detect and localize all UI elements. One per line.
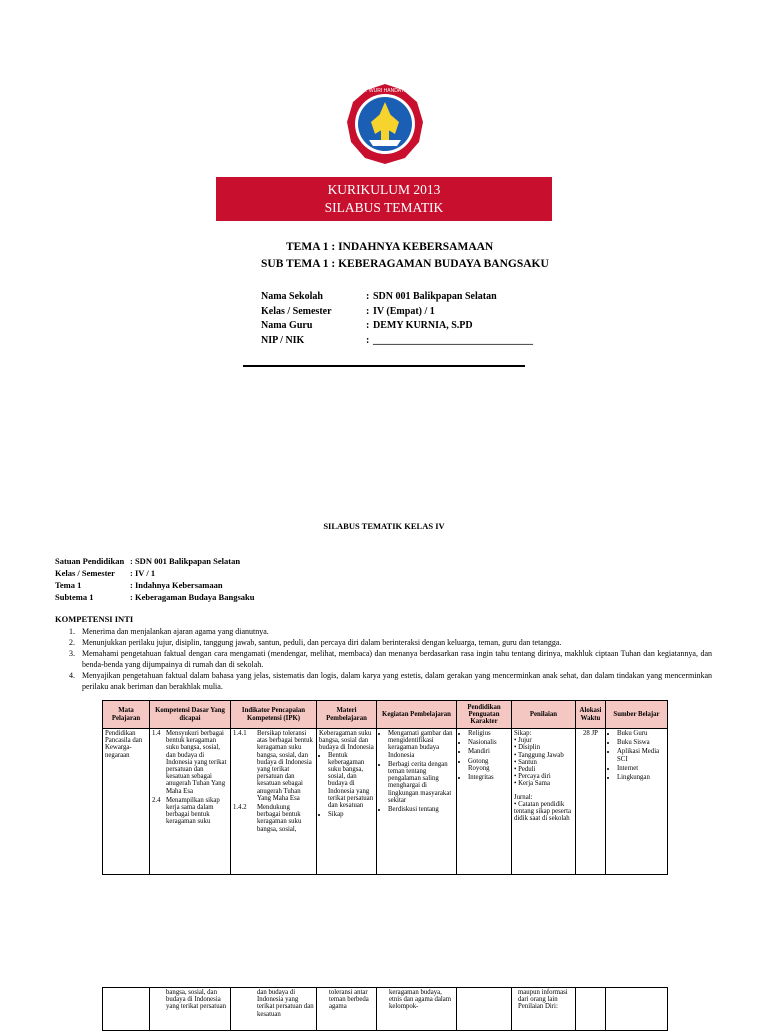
sumber-item: • Aplikasi Media SCI	[617, 748, 665, 762]
ki-item	[69, 626, 712, 637]
divider-line	[243, 365, 525, 367]
header-materi: Materi Pembelajaran	[317, 701, 377, 729]
meta-value: : Keberagaman Budaya Bangsaku	[130, 592, 255, 602]
ipk-item	[233, 730, 314, 802]
cell-sumber	[606, 988, 668, 1031]
tut-wuri-handayani-logo-icon	[343, 82, 427, 166]
sumber-item: • Buku Guru	[617, 730, 665, 737]
header-karakter: Pendidikan Penguatan Karakter	[457, 701, 512, 729]
penilaian-item: • Tanggung Jawab	[514, 751, 564, 759]
header-sumber: Sumber Belajar	[606, 701, 668, 729]
sumber-item: • Lingkungan	[617, 774, 665, 781]
table-row	[103, 988, 668, 1031]
kegiatan-item: • Berdiskusi tentang	[388, 806, 454, 813]
info-sep: :	[366, 335, 370, 346]
cell-materi: toleransi antar teman berbeda agama	[317, 988, 377, 1031]
logo-ring-text: TUT WURI HANDAYANI	[357, 88, 413, 94]
meta-subtema	[55, 592, 255, 602]
cell-alokasi: 28 JP	[576, 729, 606, 875]
penilaian-item: • Jujur	[514, 737, 532, 745]
title-banner	[216, 177, 552, 221]
header-kegiatan: Kegiatan Pembelajaran	[377, 701, 457, 729]
cell-penilaian: maupun informasi dari orang lain Penilaian Diri:	[512, 988, 576, 1031]
cell-kegiatan: keragaman budaya, etnis dan agama dalam kelompok-	[377, 988, 457, 1031]
karakter-item: • Religius	[468, 730, 509, 737]
meta-label: Satuan Pendidikan	[55, 556, 125, 566]
meta-value: : Indahnya Kebersamaan	[130, 580, 223, 590]
info-label: NIP / NIK	[261, 335, 305, 346]
info-sep: :	[366, 306, 370, 317]
info-label: Nama Sekolah	[261, 291, 323, 302]
info-nama-guru	[261, 320, 561, 334]
ki-item	[69, 648, 712, 670]
meta-satuan	[55, 556, 241, 566]
cell-ipk	[231, 729, 317, 875]
header-kompetensi-dasar: Kompetensi Dasar Yang dicapai	[150, 701, 231, 729]
kegiatan-item: • Mengamati gambar dan mengidentifikasi keragaman budaya Indonesia	[388, 730, 454, 759]
title-line-kurikulum: KURIKULUM 2013	[327, 182, 441, 197]
cell-sumber	[606, 729, 668, 875]
penilaian-item: • Disiplin	[514, 744, 540, 752]
materi-item: • Sikap	[328, 811, 374, 818]
header-mata-pelajaran: Mata Pelajaran	[103, 701, 150, 729]
info-label: Nama Guru	[261, 320, 313, 331]
kd-item	[152, 797, 228, 826]
cell-karakter	[457, 988, 512, 1031]
ki-text: Memahami pengetahuan faktual dengan cara mengamati (mendengar, melihat, membaca) dan menanya berdasarkan rasa ingin tahu tentang dirinya, makhluk ciptaan Tuhan dan kegiatannya, dan benda-benda yang dijumpainya di rumah dan di sekolah.	[82, 649, 712, 669]
ki-number: 1.	[69, 627, 75, 636]
table-row	[103, 729, 668, 875]
ki-number: 3.	[69, 649, 75, 658]
meta-label: Tema 1	[55, 580, 82, 590]
meta-label: Subtema 1	[55, 592, 94, 602]
cell-alokasi	[576, 988, 606, 1031]
penilaian-item: • Santun	[514, 758, 537, 766]
ki-text: Menyajikan pengetahuan faktual dalam bahasa yang jelas, sistematis dan logis, dalam karya yang estetis, dalam gerakan yang mencerminkan anak sehat, dan dalam tindakan yang mencerminkan perilaku anak beriman dan berakhlak mulia.	[82, 671, 712, 691]
cell-kd	[150, 729, 231, 875]
header-alokasi: Alokasi Waktu	[576, 701, 606, 729]
penilaian-item: • Peduli	[514, 766, 536, 774]
kd-num: 1.4	[152, 730, 161, 737]
kd-text: Mensyukuri berbagai bentuk keragaman suku bangsa, sosial, dan budaya di Indonesia yang terikat persatuan dan kesatuan sebagai anugerah Tuhan Yang Maha Esa	[166, 730, 227, 795]
info-label: Kelas / Semester	[261, 306, 332, 317]
ipk-text: Mendukung berbagai bentuk keragaman suku bangsa, sosial,	[257, 804, 302, 833]
meta-label: Kelas / Semester	[55, 568, 115, 578]
info-kelas-semester	[261, 306, 561, 320]
sumber-item: • Internet	[617, 765, 665, 772]
meta-kelas	[55, 568, 156, 578]
ki-number: 2.	[69, 638, 75, 647]
penilaian-sikap-title: Sikap:	[514, 730, 532, 737]
kegiatan-item: • Berbagi cerita dengan teman tentang pengalaman saling menghargai di lingkungan masyarakat sekitar	[388, 761, 454, 804]
table-header-row	[103, 701, 668, 729]
info-value: DEMY KURNIA, S.PD	[373, 320, 473, 331]
ki-item	[69, 637, 712, 648]
info-value: ________________________________	[373, 335, 533, 346]
penilaian-jurnal-title: Jurnal:	[514, 793, 533, 801]
penilaian-item: • Percaya diri	[514, 773, 551, 781]
ki-text: Menerima dan menjalankan ajaran agama yang dianutnya.	[82, 627, 269, 636]
silabus-heading: SILABUS TEMATIK KELAS IV	[323, 521, 445, 531]
cell-kegiatan	[377, 729, 457, 875]
karakter-item: • Gotong Royong	[468, 758, 509, 772]
info-nip	[261, 335, 561, 349]
kd-num: 2.4	[152, 796, 161, 804]
karakter-item: • Nasionalis	[468, 739, 509, 746]
penilaian-item: • Kerja Sama	[514, 780, 550, 788]
karakter-item: • Mandiri	[468, 748, 509, 755]
cell-kd: bangsa, sosial, dan budaya di Indonesia yang terikat persatuan	[150, 988, 231, 1031]
header-ipk: Indikator Pencapaian Kompetensi (IPK)	[231, 701, 317, 729]
subtema-title: SUB TEMA 1 : KEBERAGAMAN BUDAYA BANGSAKU	[261, 258, 549, 270]
sumber-item: • Buku Siswa	[617, 739, 665, 746]
ipk-item	[233, 804, 314, 833]
ki-text: Menunjukkan perilaku jujur, disiplin, tanggung jawab, santun, peduli, dan percaya diri dalam berinteraksi dengan keluarga, teman, guru dan tetangga.	[82, 638, 562, 647]
info-nama-sekolah	[261, 291, 561, 305]
silabus-table-continued	[102, 987, 668, 1031]
cell-karakter	[457, 729, 512, 875]
tema-title: TEMA 1 : INDAHNYA KEBERSAMAAN	[286, 241, 494, 253]
silabus-table	[102, 700, 668, 875]
cell-materi	[317, 729, 377, 875]
kd-item	[152, 730, 228, 795]
info-value: IV (Empat) / 1	[373, 306, 435, 317]
info-value: SDN 001 Balikpapan Selatan	[373, 291, 497, 302]
meta-value: : SDN 001 Balikpapan Selatan	[130, 556, 241, 566]
kd-text: Menampilkan sikap kerja sama dalam berbagai bentuk keragaman suku	[166, 796, 220, 826]
ki-item	[69, 670, 712, 692]
info-sep: :	[366, 291, 370, 302]
materi-item: • Bentuk keberagaman suku bangsa, sosial, dan budaya di Indonesia yang terikat persatuan dan kesatuan	[328, 752, 374, 810]
kompetensi-inti-title: KOMPETENSI INTI	[55, 614, 134, 624]
penilaian-jurnal-text: • Catatan pendidik tentang sikap peserta didik saat di sekolah	[514, 800, 571, 823]
materi-intro: Keberagaman suku bangsa, sosial dan budaya di Indonesia	[319, 730, 374, 752]
header-penilaian: Penilaian	[512, 701, 576, 729]
ipk-num: 1.4.2	[233, 804, 247, 812]
title-line-silabus: SILABUS TEMATIK	[324, 200, 444, 215]
cell-penilaian	[512, 729, 576, 875]
meta-value: : IV / 1	[130, 568, 156, 578]
ipk-num: 1.4.1	[233, 730, 247, 737]
cell-mapel: Pendidikan Pancasila dan Kewarga-negaraan	[103, 729, 150, 875]
cell-mapel	[103, 988, 150, 1031]
karakter-item: • Integritas	[468, 774, 509, 781]
cell-ipk: dan budaya di Indonesia yang terikat persatuan dan kesatuan	[231, 988, 317, 1031]
meta-tema	[55, 580, 223, 590]
info-sep: :	[366, 320, 370, 331]
ipk-text: Bersikap toleransi atas berbagai bentuk keragaman suku bangsa, sosial, dan budaya di Indonesia yang terikat persatuan dan kesatuan sebagai anugerah Tuhan Yang Maha Esa	[257, 730, 313, 802]
ki-number: 4.	[69, 671, 75, 680]
